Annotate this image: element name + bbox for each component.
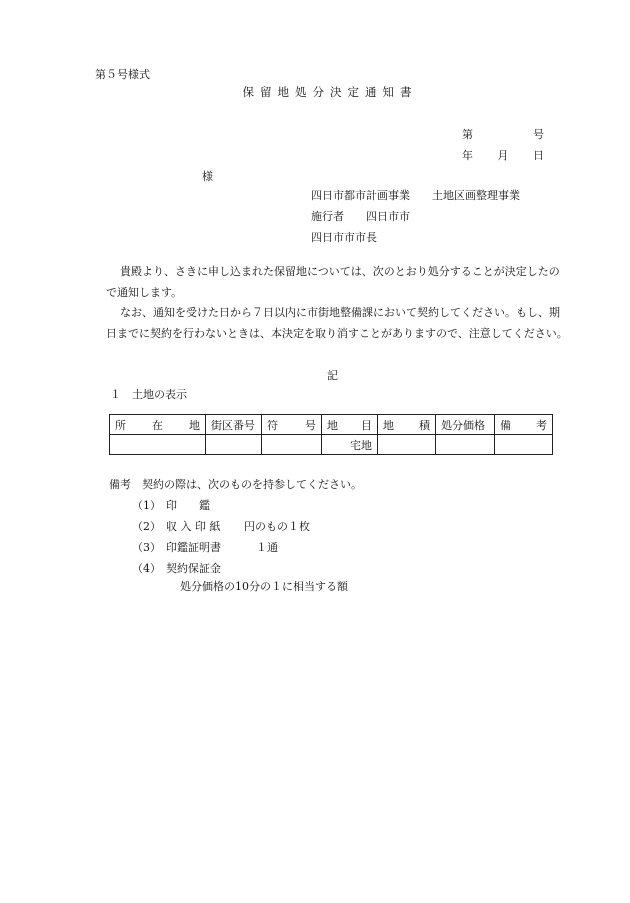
table-cell [495, 435, 553, 455]
note-item-label: 契約保証金 [166, 562, 221, 575]
header-cell: 処分価格 [436, 415, 495, 435]
header-cell [322, 415, 378, 435]
form-number-label: 第５号様式 [95, 68, 150, 81]
header-char: 所 [115, 418, 126, 432]
table-header-row [110, 415, 553, 435]
header-char: 在 [152, 418, 163, 432]
header-cell [495, 415, 553, 435]
header-cell: 街区番号 [206, 415, 262, 435]
header-remarks [500, 417, 547, 433]
note-item-label: 収 入 印 紙 [166, 520, 221, 533]
date-year: 年 [462, 149, 473, 162]
header-cell [378, 415, 436, 435]
note-item-label: 印 鑑 [166, 499, 210, 512]
body-paragraph: 貴殿より、さきに申し込まれた保留地については、次のとおり処分することが決定したので通知します。 [106, 265, 560, 299]
note-item-label: 印鑑証明書 [166, 541, 221, 554]
header-char: 地 [327, 418, 338, 432]
document-date [462, 147, 544, 163]
header-cell [110, 415, 206, 435]
doc-number-prefix: 第 [462, 128, 473, 141]
note-item-detail: 円のもの１枚 [244, 520, 310, 533]
note-item-detail: １通 [256, 541, 278, 554]
note-item [132, 539, 278, 555]
header-char: 地 [383, 418, 394, 432]
header-code [267, 417, 316, 433]
header-char: 目 [361, 418, 372, 432]
header-char: 号 [305, 418, 316, 432]
header-char: 積 [419, 418, 430, 432]
table-cell [436, 435, 495, 455]
issuer-project: 四日市都市計画事業 土地区画整理事業 [311, 189, 520, 202]
body-paragraph: なお、通知を受けた日から７日以内に市街地整備課において契約してください。もし、期日までに契約を行わないときは、本決定を取り消すことがありますので、注意してください。 [106, 306, 568, 340]
note-item-detail: 処分価格の10分の１に相当する額 [180, 580, 348, 593]
table-cell [262, 435, 322, 455]
header-cell [262, 415, 322, 435]
table-cell [110, 435, 206, 455]
table-cell [206, 435, 262, 455]
note-item [132, 497, 210, 513]
header-char: 地 [189, 418, 200, 432]
header-location [115, 417, 200, 433]
land-table [109, 414, 553, 455]
header-char: 考 [536, 418, 547, 432]
ki-heading: 記 [327, 369, 338, 382]
header-char: 符 [267, 418, 278, 432]
addressee-suffix: 様 [202, 170, 213, 183]
table-row [110, 435, 553, 455]
notes-heading: 備考 契約の際は、次のものを持参してください。 [109, 478, 362, 491]
table-cell-category: 宅地 [322, 435, 378, 455]
note-item-number: （3） [132, 541, 161, 554]
document-number [462, 126, 544, 142]
table-cell [378, 435, 436, 455]
issuer-executor: 施行者 四日市市 [311, 210, 410, 223]
section-title: １ 土地の表示 [110, 388, 187, 401]
date-month: 月 [497, 149, 509, 162]
note-item-number: （1） [132, 499, 161, 512]
issuer-mayor: 四日市市市長 [311, 231, 377, 244]
header-char: 備 [500, 418, 511, 432]
note-item [132, 560, 221, 576]
note-item-number: （4） [132, 562, 161, 575]
doc-number-suffix: 号 [533, 128, 544, 141]
note-item-number: （2） [132, 520, 161, 533]
note-item [132, 518, 310, 534]
header-category [327, 417, 372, 433]
document-title: 保留地処分決定通知書 [242, 85, 418, 99]
date-day: 日 [533, 149, 544, 162]
header-area [383, 417, 430, 433]
